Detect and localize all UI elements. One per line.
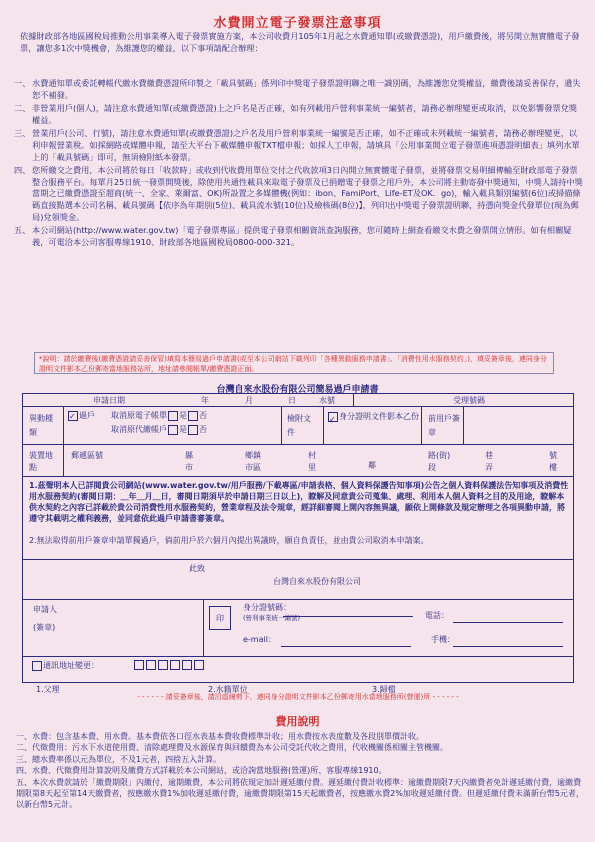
mail-postal-boxes[interactable]: [133, 660, 205, 670]
month-label: 月: [245, 396, 253, 405]
postal-label: 郵遞區號: [71, 451, 103, 460]
install-addr-label: 裝置地點: [29, 451, 53, 472]
check-doc-label: 檢附文件: [287, 414, 311, 437]
checkbox-icon[interactable]: [188, 425, 198, 435]
notice-items: [14, 78, 584, 250]
fee-section-title: 費用說明: [275, 715, 320, 728]
notice-item: 三、 營業用戶(公司、行號)，請注意水費通知單(或繳費憑證)之戶名及用戶營利事業統一編號是否正確，如不正確或未列載統一編號者，請務必辦理變更，以利申報營業稅。如採網路或媒體申報，請至大平台下載媒體申報TXT檔申報；如採人工申報，請填具「公用事業開立電子發票進項憑證明細表」填列水單上的「載具號碼」即可，無須檢附紙本發票。: [14, 128, 580, 162]
fee-item: 五、本次水費款請於「繳費期限」內繳付，逾期繳費，本公司將依規定加計遲延繳付費。遲延繳付費計收標準：逾繳費期限7天內繳費者免計遲延繳付費，逾繳費期限第8天起至第14天繳費者，按應繳水費1%加收遲延繳付費，逾繳費期限第15天起繳費者，按應繳水費2%加收遲延繳付費。但遲延繳付費未滿新台幣5元者，以新台幣5元計。: [16, 777, 584, 810]
checkbox-icon[interactable]: [32, 661, 42, 671]
fee-item: 一、水費：包含基本費、用水費。基本費依各口徑水表基本費收費標準計收；用水費按水表度數及各段別單價計收。: [16, 732, 424, 741]
applicant-label: 申請人: [33, 605, 57, 614]
page-title: 水費開立電子發票注意事項: [213, 16, 382, 31]
notice-item: 四、 您所繳交之費用，本公司將於每日「收款時」或收到代收費用單位交付之代收款項3日內開立無實體電子發票，並將發票交易明細傳輸至財政部電子發票整合服務平台。每單月25日統一發票開獎後，除使用共通性載具來取電子發票及已捐贈電子發票之用戶外，本公司將主動寄發中獎通知，中獎人請持中獎當期之已繳費憑證至超商(統一、全家、萊爾富、OK)所設置之多媒體機(例如：ibon、FamiPort、Life-ET及OK．go)，輸入載具類別編號(6位)或掃描條碼直接點選本公司名稱、載具號碼【依序為年期別(5位)、載具流水號(10位)及檢核碼(8位)】，列印出中獎電子發票證明聯，持憑向獎金代發單位(現為郵局)兌領獎金。: [14, 165, 583, 222]
checkbox-checked-icon[interactable]: ✓: [68, 411, 78, 421]
change-type-label: 異動種類: [29, 414, 53, 437]
fee-list: [16, 731, 584, 811]
fee-item: 三、總水費率係以元為單位，不及1元者，四捨五入計算。: [16, 754, 222, 764]
receipt-no-label: 受理號碼: [453, 396, 485, 405]
form-title: 台灣自來水股份有限公司簡易過戶申請書: [216, 385, 379, 395]
phone-label: 電話：: [425, 611, 449, 620]
cancel-einv-option[interactable]: 取消原電子帳單 是 否: [111, 411, 207, 420]
notice-item: 二、 非營業用戶(個人)，請注意水費通知單(或繳費憑證)上之戶名是否正確，如有列載用戶營利事業統一編號者，請務必辦理變更或取消，以免影響發票兌獎權益。: [14, 103, 577, 125]
phone-field[interactable]: [453, 622, 563, 623]
notice-item: 五、 本公司網站(http://www.water.gov.tw)「電子發票專區」提供電子發票相關資訊查詢服務，您可隨時上網查看繳交水費之發票開立情形。如有相關疑義，可電洽本公司客服專線1910、財政部各地區國稅局0800-000-321。: [14, 225, 572, 247]
checkbox-icon[interactable]: [168, 425, 178, 435]
id-no-field[interactable]: [283, 616, 413, 617]
year-label: 年: [201, 396, 209, 405]
water-no-label: 水號: [319, 396, 335, 405]
cut-line-note: - - - - - - 請妥簽章後，請沿虛線剪下，連同身分證明文件影本乙份郵寄用水當地服務所(營運)所 - - - - - -: [137, 693, 459, 701]
notice-item: 一、 水費通知單或委託轉帳代繳水費繳費憑證所印製之「載具號碼」係列印中獎電子發票證明聯之唯一識別碼，為維護您兌獎權益，繳費後請妥善保存，遺失恕不補發。: [14, 78, 581, 100]
biz-no-label: (營利事業統一編號): [243, 614, 301, 622]
apply-date-label: 申請日期: [93, 396, 125, 405]
to-label: 此致: [189, 564, 205, 573]
company-name: 台灣自來水股份有限公司: [273, 577, 361, 586]
transfer-option[interactable]: ✓ 過戶: [69, 411, 95, 421]
email-label: e-mail：: [243, 635, 276, 644]
sign-label: (簽章): [33, 623, 56, 632]
fee-item: 四、水費、代徵費用計算說明及繳費方式詳載於本公司網站，或洽詢當地服務(營運)所、客服專線1910。: [16, 766, 387, 776]
seal-box[interactable]: 印: [209, 606, 231, 630]
cancel-auto-option[interactable]: 取消原代繳帳戶 是 否: [111, 425, 207, 434]
transfer-form: 申請日期 年 月 日 水號 受理號碼 異動種類 ✓ 過戶 取消原電子帳單 是 否 取消原代繳帳戶 是 否 檢附文件 ✓ 身分證明文件影本乙份 前用戶簽章 裝置地點 郵遞區號 縣市 鄉鎮市區 村里 鄰 路(街) 段 巷 弄 號 樓 1.茲聲明本人已詳閱貴公司網站(www.water.gov.tw/用戶服務/下載專區/申請表格、個人資料保護告知事項)公告之個人資料保護法告知事項及消費性用水服務契約(審閱日期：＿年＿月＿日，審閱日期須早於申請日期三日以上)，瞭解及同意貴公司蒐集、處理、利用本人個人資料之目的及用途，瞭解本供水契約之內容已詳載於貴公司消費性用水服務契約，營業章程及法令規章，經詳細審閱上開內容無異議，願依上開條款及規定辦理之各項異動申請，將遵守其載明之權利義務，並同意依此過戶申請書審簽章。 2.無法取得前用戶簽章申請單獨過戶，倘前用戶於六個月內提出異議時，願自負責任，並由貴公司取消本申請案。 此致 台灣自來水股份有限公司 申請人 (簽章) 印 身分證號碼： (營利事業統一編號) e-mail： 電話： 手機： 通訊地址變更：: [22, 393, 574, 683]
mail-change-option[interactable]: 通訊地址變更：: [31, 660, 99, 671]
checkbox-checked-icon[interactable]: ✓: [328, 412, 338, 422]
mobile-field[interactable]: [453, 646, 563, 647]
clause-2: 2.無法取得前用戶簽章申請單獨過戶，倘前用戶於六個月內提出異議時，願自負責任，並由貴公司取消本申請案。: [29, 536, 429, 545]
fee-item: 二、代徵費用：污水下水道使用費、清除處理費及水源保育與回饋費為本公司受託代收之費用，代收機關係相關主管機關。: [16, 743, 448, 753]
checkbox-icon[interactable]: [168, 411, 178, 421]
notice-box: *說明：請於繳費後(繳費憑證請妥善保管)填寫本簡易過戶申請書(或至本公司網站下載列印「各種異動服務申請書」、「消費性用水服務契約」)，填妥簽章後，連同身分證明文件影本乙份郵寄當地服務站所，地址請參閱帳單/繳費憑證正面。: [34, 352, 554, 374]
clause-1: 1.茲聲明本人已詳閱貴公司網站(www.water.gov.tw/用戶服務/下載專區/申請表格、個人資料保護告知事項)公告之個人資料保護法告知事項及消費性用水服務契約(審閱日期：＿年＿月＿日，審閱日期須早於申請日期三日以上)，瞭解及同意貴公司蒐集、處理、利用本人個人資料之目的及用途，瞭解本供水契約之內容已詳載於貴公司消費性用水服務契約，營業章程及法令規章，經詳細審閱上開內容無異議，願依上開條款及規定辦理之各項異動申請，將遵守其載明之權利義務，並同意依此過戶申請書審簽章。: [29, 481, 569, 523]
intro-paragraph: 依據財政部各地區國稅局推動公用事業導入電子發票實施方案，本公司收費月105年1月起之水費通知單(或繳費憑證)，用戶繳費後，將另開立無實體電子發票，讓您多1次中獎機會，為維護您的權益，以下事項請配合辦理：: [20, 31, 580, 53]
id-no-label: 身分證號碼：: [243, 603, 291, 612]
day-label: 日: [288, 396, 296, 405]
checkbox-icon[interactable]: [188, 411, 198, 421]
mobile-label: 手機：: [431, 635, 455, 644]
email-field[interactable]: [281, 646, 411, 647]
document-page: 水費開立電子發票注意事項 依據財政部各地區國稅局推動公用事業導入電子發票實施方案，本公司收費月105年1月起之水費通知單(或繳費憑證)，用戶繳費後，將另開立無實體電子發票，讓您多1次中獎機會，為維護您的權益，以下事項請配合辦理： 一、 水費通知單或委託轉帳代繳水費繳費憑證所印製之「載具號碼」係列印中獎電子發票證明聯之唯一識別碼，為維護您兌獎權益，繳費後請妥善保存，遺失恕不補發。 二、 非營業用戶(個人)，請注意水費通知單(或繳費憑證)上之戶名是否正確，如有列載用戶營利事業統一編號者，請務必辦理變更或取消，以免影響發票兌獎權益。 三、 營業用戶(公司、行號)，請注意水費通知單(或繳費憑證)之戶名及用戶營利事業統一編號是否正確，如不正確或未列載統一編號者，請務必辦理變更，以利申報營業稅。如採網路或媒體申報，請至大平台下載媒體申報TXT檔申報；如採人工申報，請填具「公用事業開立電子發票進項憑證明細表」填列水單上的「載具號碼」即可，無須檢附紙本發票。 四、 您所繳交之費用，本公司將於每日「收款時」或收到代收費用單位交付之代收款項3日內開立無實體電子發票，並將發票交易明細傳輸至財政部電子發票整合服務平台。每單月25日統一發票開獎後，除使用共通性載具來取電子發票及已捐贈電子發票之用戶外，本公司將主動寄發中獎通知，中獎人請持中獎當期之已繳費憑證至超商(統一、全家、萊爾富、OK)所設置之多媒體機(例如：ibon、FamiPort、Life-ET及OK．go)，輸入載具類別編號(6位)或掃描條碼直接點選本公司名稱、載具號碼【依序為年期別(5位)、載具流水號(10位)及檢核碼(8位)】，列印出中獎電子發票證明聯，持憑向獎金代發單位(現為郵局)兌領獎金。 五、 本公司網站(http://www.water.gov.tw)「電子發票專區」提供電子發票相關資訊查詢服務，您可隨時上網查看繳交水費之發票開立情形。如有相關疑義，可電洽本公司客服專線1910、財政部各地區國稅局0800-000-321。 *說明：請於繳費後(繳費憑證請妥善保管)填寫本簡易過戶申請書(或至本公司網站下載列印「各種異動服務申請書」、「消費性用水服務契約」)，填妥簽章後，連同身分證明文件影本乙份郵寄當地服務站所，地址請參閱帳單/繳費憑證正面。 台灣自來水股份有限公司簡易過戶申請書 申請日期 年 月 日 水號 受理號碼 異動種類 ✓ 過戶 取消原電子帳單 是 否 取消原代繳帳戶 是 否 檢附文件 ✓ 身分證明文件影本乙份 前用戶簽章 裝置地點 郵遞區號 縣市 鄉鎮市區 村里 鄰 路(街) 段 巷 弄 號 樓 1.茲聲明本人已詳閱貴公司網站(www.water.gov.tw/用戶服務/下載專區/申請表格、個人資料保護告知事項)公告之個人資料保護法告知事項及消費性用水服務契約(審閱日期：＿年＿月＿日，審閱日期須早於申請日期三日以上)，瞭解及同意貴公司蒐集、處理、利用本人個人資料之目的及用途，瞭解本供水契約之內容已詳載於貴公司消費性用水服務契約，營業章程及法令規章，經詳細審閱上開內容無異議，願依上開條款及規定辦理之各項異動申請，將遵守其載明之權利義務，並同意依此過戶申請書審簽章。 2.無法取得前用戶簽章申請單獨過戶，倘前用戶於六個月內提出異議時，願自負責任，並由貴公司取消本申請案。 此致 台灣自來水股份有限公司 申請人 (簽章) 印 身分證號碼： (營利事業統一編號) e-mail： 電話： 手機： 通訊地址變更： 1.父理 2.水籍單位 3.歸檔 - - - - - - 請妥簽章後，請沿虛線剪下，連同身分證明文件影本乙份郵寄用水當地服務所(營運)所 - - - - - - 費用說明 一、水費：包含基本費、用水費。基本費依各口徑水表基本費收費標準計收；用水費按水表度數及各段別單價計收。 二、代徵費用：污水下水道使用費、清除處理費及水源保育與回饋費為本公司受託代收之費用，代收機關係相關主管機關。 三、總水費率係以元為單位，不及1元者，四捨五入計算。 四、水費、代徵費用計算說明及繳費方式詳載於本公司網站，或洽詢當地服務(營運)所、客服專線1910。 五、本次水費款請於「繳費期限」內繳付，逾期繳費，本公司將依規定加計遲延繳付費。遲延繳付費計收標準：逾繳費期限7天內繳費者免計遲延繳付費，逾繳費期限第8天起至第14天繳費者，按應繳水費1%加收遲延繳付費，逾繳費期限第15天起繳費者，按應繳水費2%加收遲延繳付費。但遲延繳付費未滿新台幣5元者，以新台幣5元計。: [0, 0, 595, 842]
id-copy-option[interactable]: ✓ 身分證明文件影本乙份: [329, 412, 419, 424]
prev-sign-label: 前用戶簽章: [428, 414, 460, 437]
